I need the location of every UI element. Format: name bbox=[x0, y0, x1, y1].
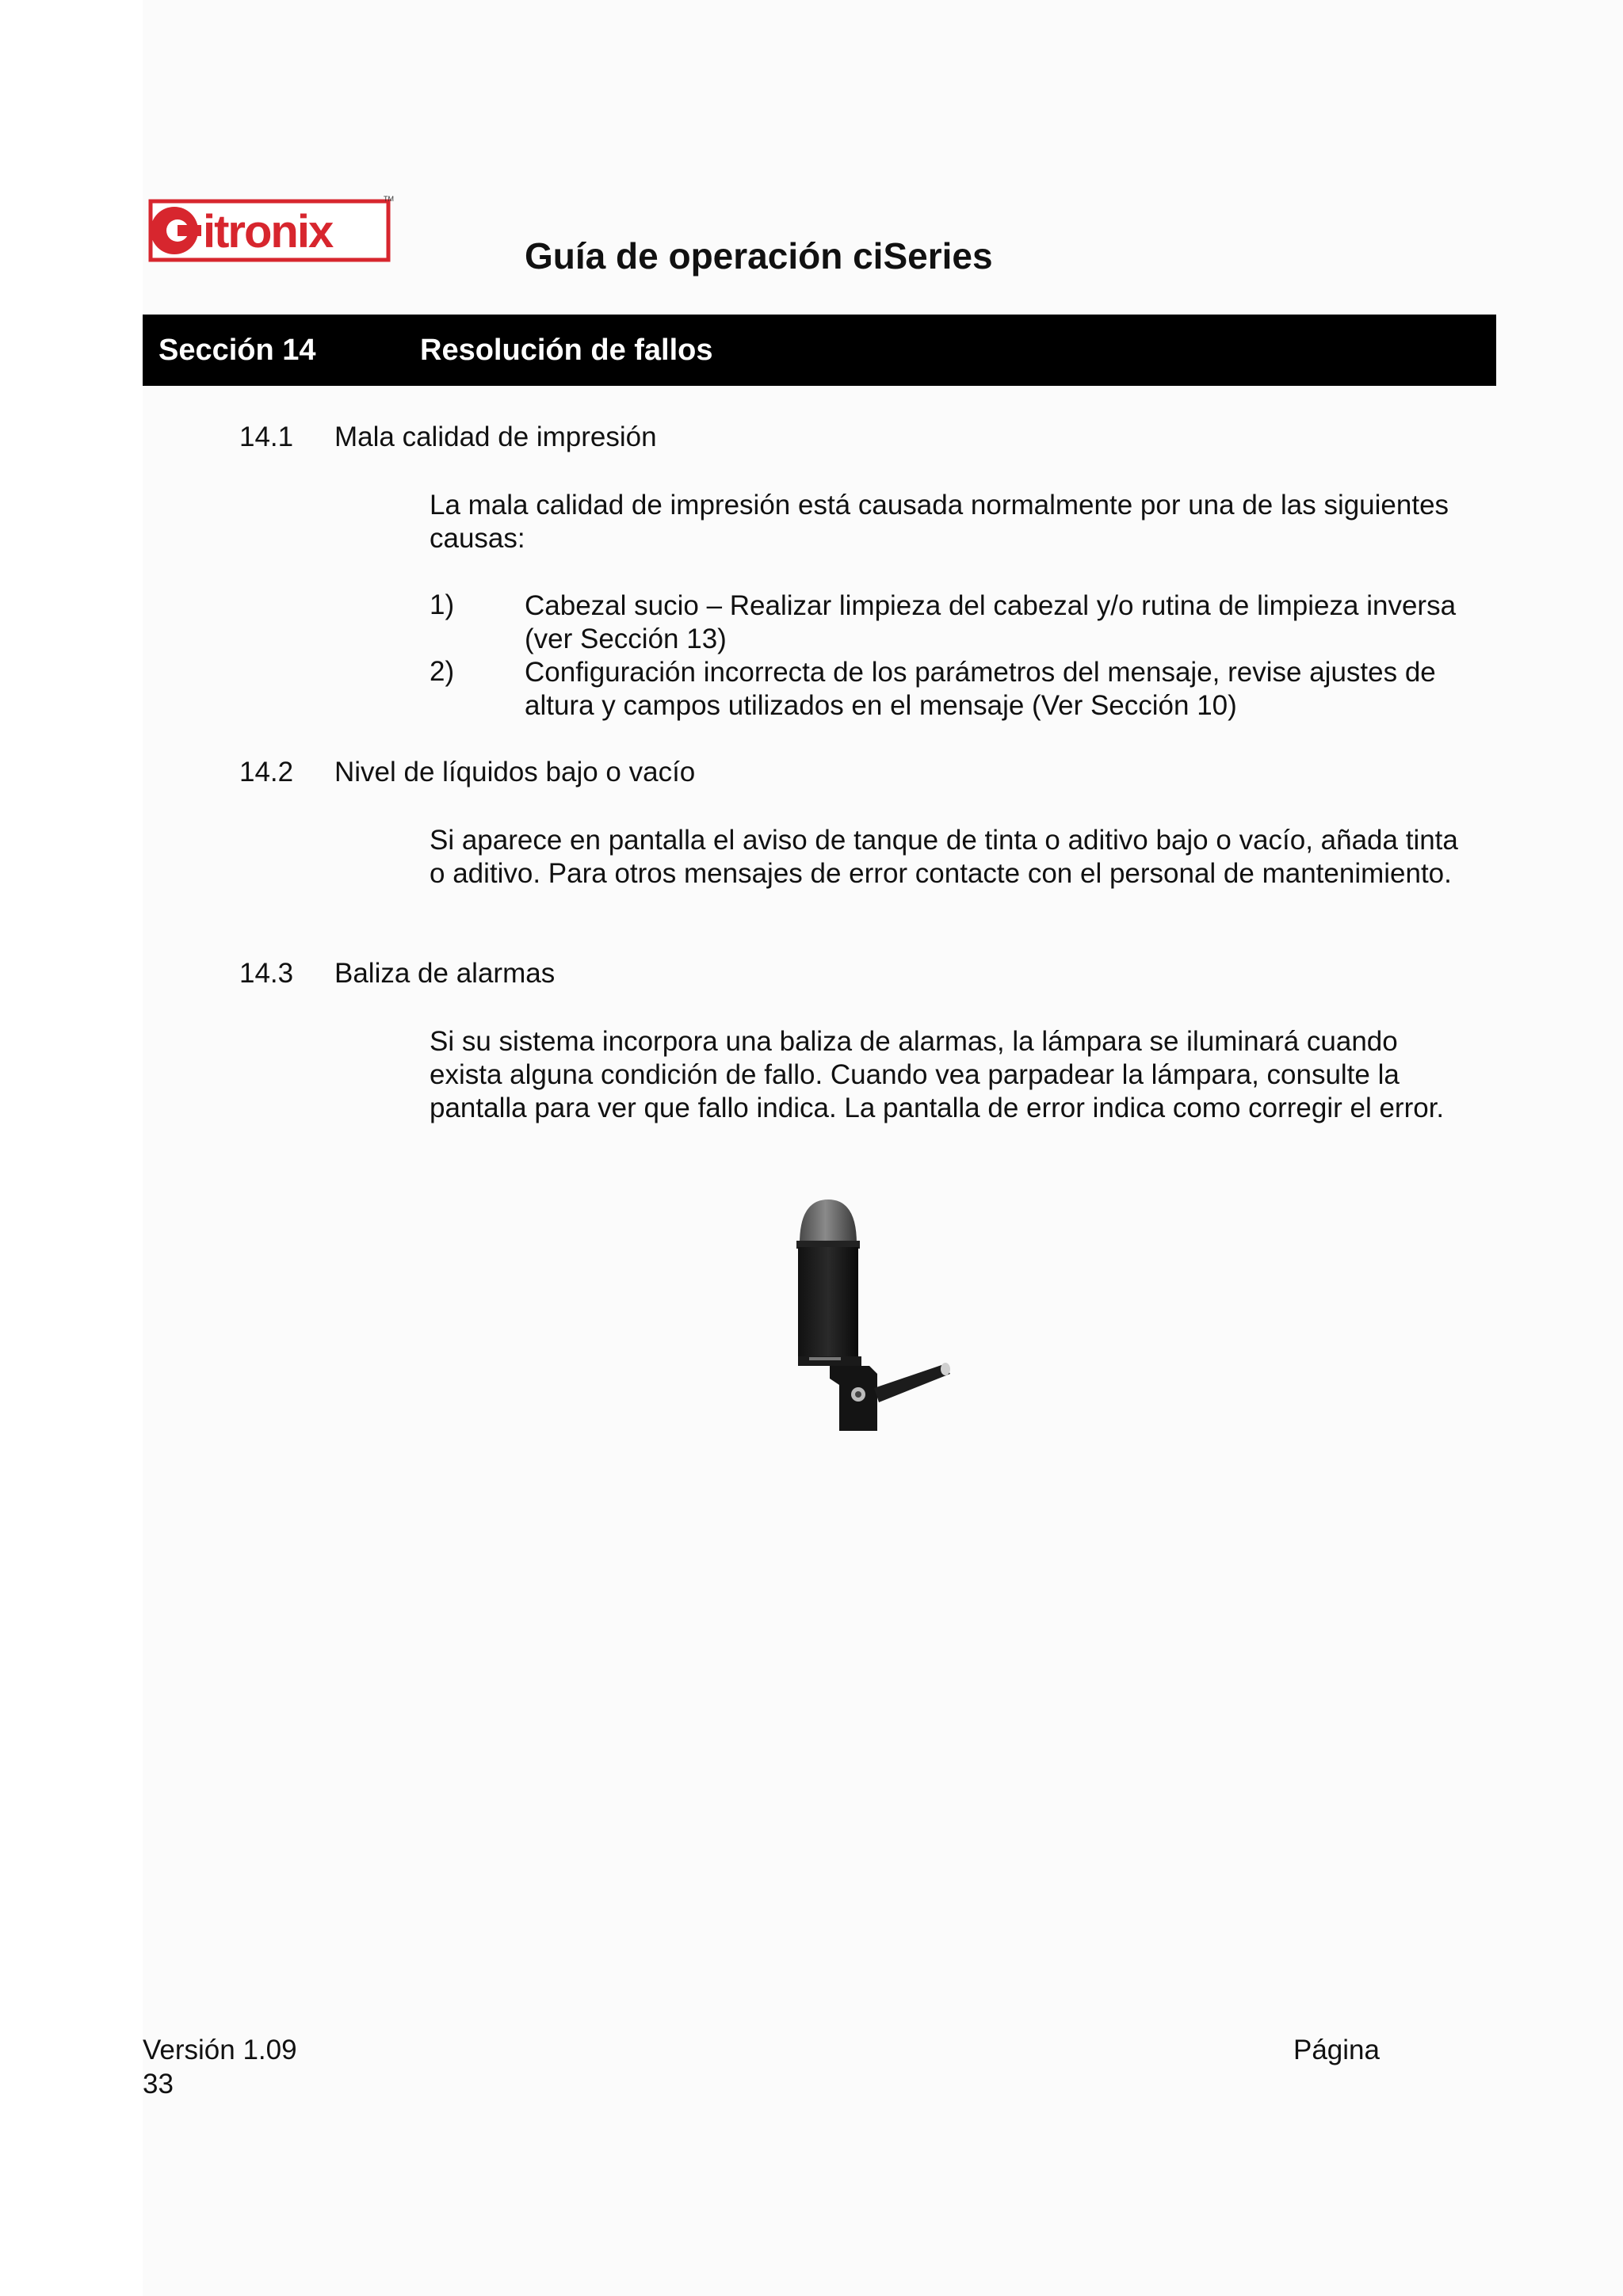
list-item-text: Cabezal sucio – Realizar limpieza del cabezal y/o rutina de limpieza inversa (ver Sección 13) bbox=[525, 590, 1457, 654]
alarm-beacon-image bbox=[781, 1195, 955, 1432]
svg-text:itronix: itronix bbox=[203, 206, 333, 257]
list-marker: 2) bbox=[430, 656, 455, 687]
svg-text:TM: TM bbox=[384, 195, 394, 203]
section-header-bar bbox=[143, 315, 1496, 386]
document-title: Guía de operación ciSeries bbox=[525, 235, 993, 277]
paragraph-14-2: Si aparece en pantalla el aviso de tanque de tinta o aditivo bajo o vacío, añada tinta o aditivo. Para otros mensajes de error contacte con el personal de mantenimiento. bbox=[430, 825, 1458, 889]
paragraph-14-3: Si su sistema incorpora una baliza de alarmas, la lámpara se iluminará cuando exista alguna condición de fallo. Cuando vea parpadear la lámpara, consulte la pantalla para ver que fallo indica. La pantalla de error indica como corregir el error. bbox=[430, 1026, 1445, 1123]
footer-page-number: 33 bbox=[143, 2069, 174, 2100]
citronix-logo bbox=[144, 195, 398, 266]
subsection-title: Nivel de líquidos bajo o vacío bbox=[334, 757, 696, 788]
list-item-text: Configuración incorrecta de los parámetros del mensaje, revise ajustes de altura y campos utilizados en el mensaje (Ver Sección 10) bbox=[525, 657, 1436, 721]
footer-version: Versión 1.09 bbox=[143, 2035, 297, 2065]
subsection-title: Baliza de alarmas bbox=[334, 958, 556, 989]
list-marker: 1) bbox=[430, 589, 455, 620]
section-title: Resolución de fallos bbox=[420, 334, 713, 367]
footer-page-label: Página bbox=[1293, 2035, 1380, 2065]
subsection-number: 14.1 bbox=[239, 421, 294, 452]
paragraph-14-1: La mala calidad de impresión está causada normalmente por una de las siguientes causas: bbox=[430, 490, 1449, 554]
section-number: Sección 14 bbox=[158, 334, 316, 367]
subsection-number: 14.3 bbox=[239, 958, 294, 989]
subsection-number: 14.2 bbox=[239, 757, 294, 788]
subsection-title: Mala calidad de impresión bbox=[334, 421, 657, 452]
